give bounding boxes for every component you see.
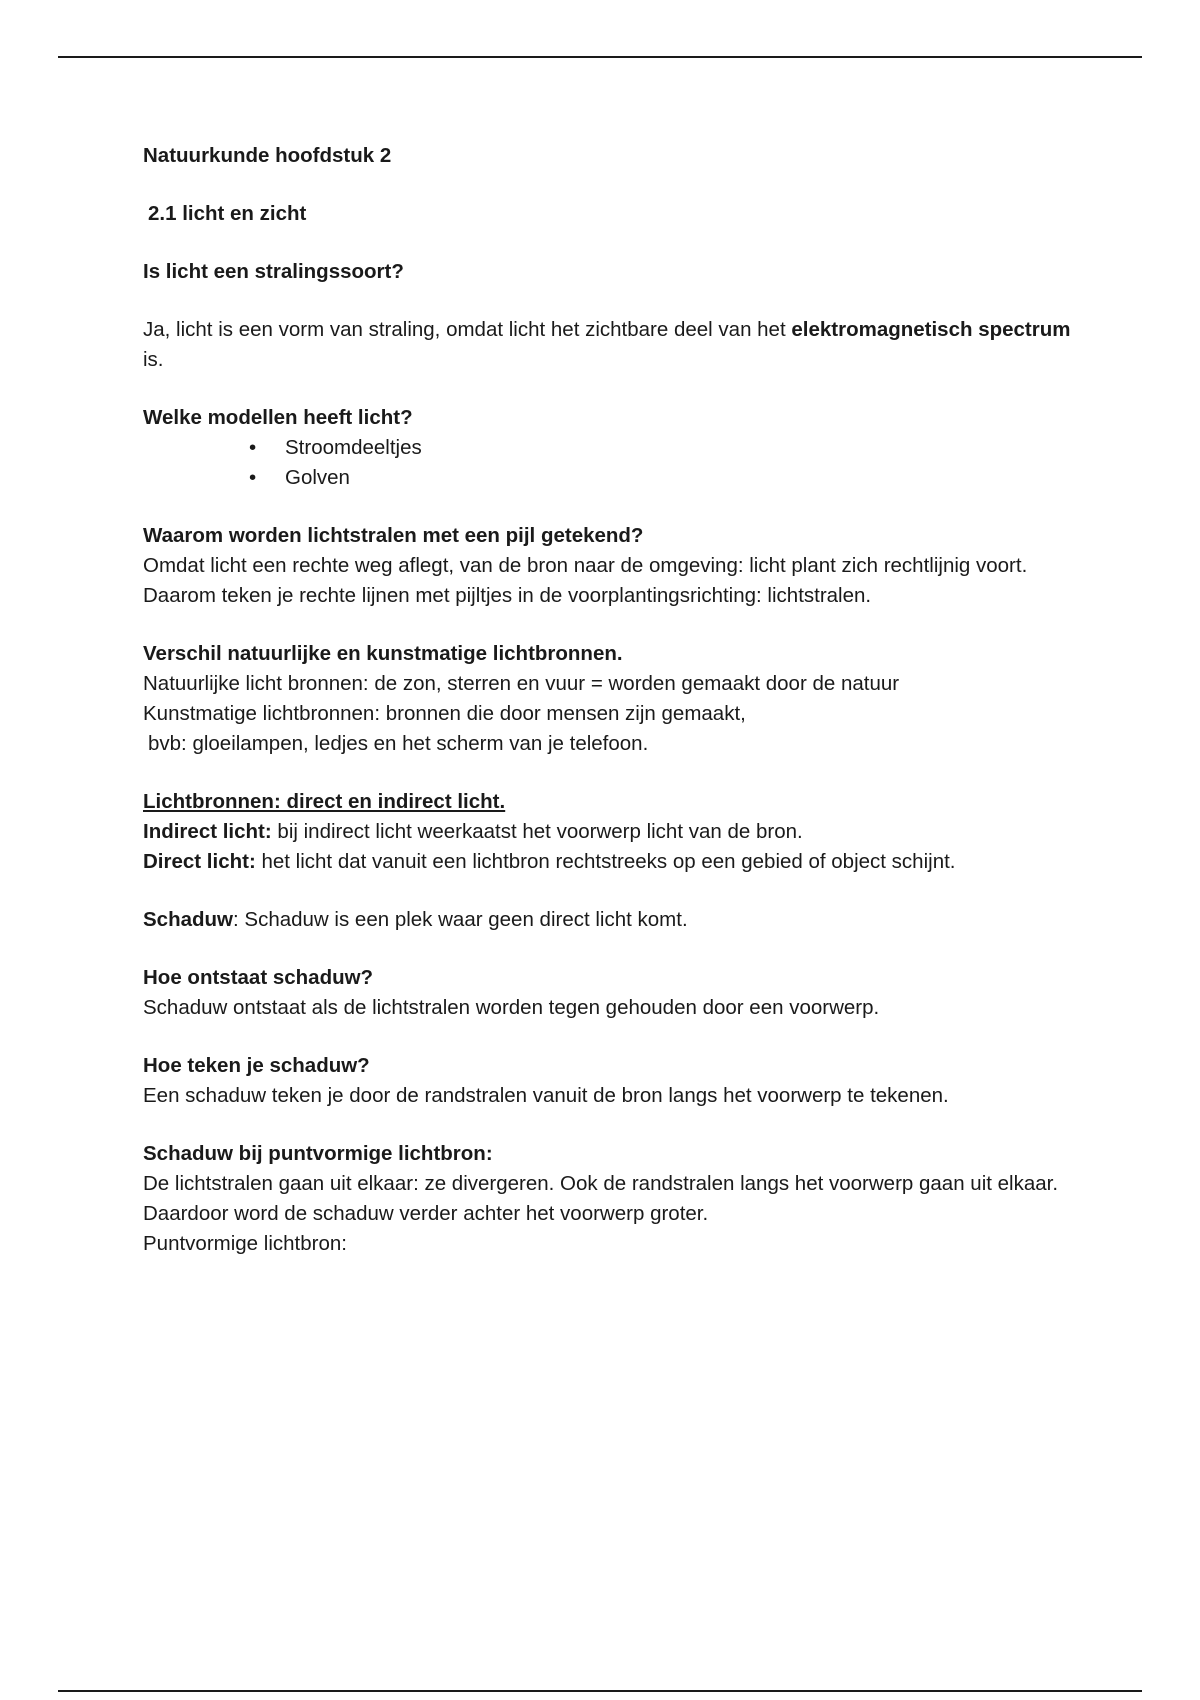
definition-shadow bbox=[143, 905, 1083, 935]
document-title: Natuurkunde hoofdstuk 2 bbox=[143, 144, 392, 167]
question-heading-sources: Verschil natuurlijke en kunstmatige lichtbronnen. bbox=[143, 642, 623, 665]
indirect-text: bij indirect licht weerkaatst het voorwerp licht van de bron. bbox=[271, 820, 803, 843]
answer-radiation-end: is. bbox=[143, 348, 164, 371]
question-heading-radiation: Is licht een stralingssoort? bbox=[143, 260, 404, 283]
models-list bbox=[143, 433, 1083, 493]
list-item-label: Stroomdeeltjes bbox=[285, 436, 422, 459]
answer-shadow-drawing: Een schaduw teken je door de randstralen vanuit de bron langs het voorwerp te tekenen. bbox=[143, 1084, 949, 1107]
header-rule bbox=[58, 56, 1142, 58]
answer-sources-examples: bvb: gloeilampen, ledjes en het scherm van je telefoon. bbox=[148, 732, 649, 755]
footer-rule bbox=[58, 1690, 1142, 1692]
answer-radiation-start: Ja, licht is een vorm van straling, omdat licht het zichtbare deel van het bbox=[143, 318, 792, 341]
question-heading-arrows: Waarom worden lichtstralen met een pijl getekend? bbox=[143, 524, 644, 547]
bullet-icon: • bbox=[249, 436, 257, 459]
answer-sources-natural: Natuurlijke licht bronnen: de zon, sterren en vuur = worden gemaakt door de natuur bbox=[143, 672, 900, 695]
answer-sources-artificial: Kunstmatige lichtbronnen: bronnen die door mensen zijn gemaakt, bbox=[143, 702, 746, 725]
answer-indirect bbox=[143, 817, 1083, 847]
question-heading-shadow-origin: Hoe ontstaat schaduw? bbox=[143, 966, 374, 989]
answer-direct bbox=[143, 847, 1083, 877]
shadow-text: : Schaduw is een plek waar geen direct licht komt. bbox=[233, 908, 688, 931]
list-item bbox=[249, 433, 1083, 463]
direct-text: het licht dat vanuit een lichtbron rechtstreeks op een gebied of object schijnt. bbox=[255, 850, 956, 873]
direct-label: Direct licht: bbox=[143, 850, 256, 873]
question-heading-point-source: Schaduw bij puntvormige lichtbron: bbox=[143, 1142, 493, 1165]
section-heading: 2.1 licht en zicht bbox=[148, 202, 307, 225]
answer-shadow-origin: Schaduw ontstaat als de lichtstralen worden tegen gehouden door een voorwerp. bbox=[143, 996, 880, 1019]
question-heading-direct-indirect: Lichtbronnen: direct en indirect licht. bbox=[143, 790, 506, 813]
answer-point-source: De lichtstralen gaan uit elkaar: ze divergeren. Ook de randstralen langs het voorwerp gaan uit elkaar. Daardoor word de schaduw verder achter het voorwerp groter. bbox=[143, 1172, 1059, 1225]
list-item-label: Golven bbox=[285, 466, 350, 489]
document-body bbox=[143, 141, 1083, 1259]
list-item bbox=[249, 463, 1083, 493]
bullet-icon: • bbox=[249, 466, 257, 489]
indirect-label: Indirect licht: bbox=[143, 820, 272, 843]
question-heading-shadow-drawing: Hoe teken je schaduw? bbox=[143, 1054, 370, 1077]
point-source-label: Puntvormige lichtbron: bbox=[143, 1232, 347, 1255]
answer-radiation bbox=[143, 315, 1083, 375]
answer-radiation-bold: elektromagnetisch spectrum bbox=[791, 318, 1071, 341]
question-heading-models: Welke modellen heeft licht? bbox=[143, 406, 413, 429]
answer-arrows: Omdat licht een rechte weg aflegt, van de bron naar de omgeving: licht plant zich rechtlijnig voort. Daarom teken je rechte lijnen met pijltjes in de voorplantingsrichting: lichtstralen. bbox=[143, 554, 1028, 607]
shadow-label: Schaduw bbox=[143, 908, 233, 931]
